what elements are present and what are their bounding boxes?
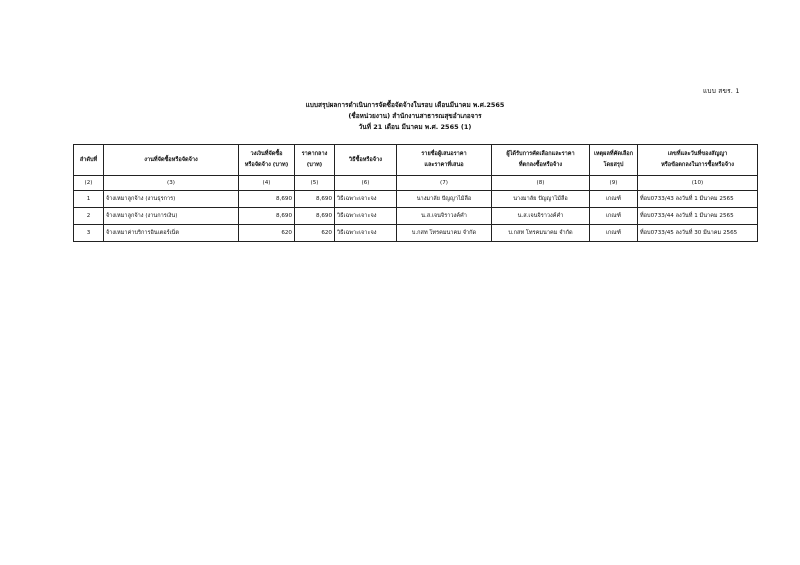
cell-reason: เกณฑ์ [590, 191, 638, 208]
index-cell: (7) [397, 176, 492, 191]
table-row [74, 191, 758, 208]
header-seq-line1: ลำดับที่ [79, 156, 98, 163]
cell-work: จ้างเหมาลูกจ้าง (งานธุรการ) [104, 191, 239, 208]
cell-median-price: 620 [295, 225, 335, 242]
header-contract-line1: เลขที่และวันที่ของสัญญา [667, 151, 728, 157]
index-cell: (2) [74, 176, 104, 191]
header-reason [590, 145, 638, 176]
cell-selected: บ.กสท โทรคมนาคม จำกัด [492, 225, 590, 242]
cell-seq: 2 [74, 208, 104, 225]
cell-method: วิธีเฉพาะเจาะจง [335, 208, 397, 225]
header-selected [492, 145, 590, 176]
cell-contract: ที่อบ0733/43 ลงวันที่ 1 มีนาคม 2565 [638, 191, 758, 208]
index-cell: (6) [335, 176, 397, 191]
header-contract [638, 145, 758, 176]
cell-work: จ้างเหมาลูกจ้าง (งานการเงิน) [104, 208, 239, 225]
header-method-line1: วิธีซื้อหรือจ้าง [349, 156, 382, 163]
table-row [74, 225, 758, 242]
table-header-row [74, 145, 758, 176]
cell-method: วิธีเฉพาะเจาะจง [335, 191, 397, 208]
title-line-2: (ชื่อหน่วยงาน) สำนักงานสาธารณสุขอำเภอจาร [348, 112, 482, 120]
cell-seq: 3 [74, 225, 104, 242]
title-line-1: แบบสรุปผลการดำเนินการจัดซื้อจัดจ้างในรอบ เดือนมีนาคม พ.ศ.2565 [305, 101, 505, 109]
header-seq [74, 145, 104, 176]
table-row [74, 208, 758, 225]
cell-method: วิธีเฉพาะเจาะจง [335, 225, 397, 242]
title-line-3: วันที่ 21 เดือน มีนาคม พ.ศ. 2565 (1) [358, 123, 472, 131]
header-work [104, 145, 239, 176]
header-budget-line1: วงเงินที่จัดซื้อ [250, 151, 283, 157]
header-bidders [397, 145, 492, 176]
cell-budget: 8,690 [239, 191, 295, 208]
column-index-row [74, 176, 758, 191]
cell-contract: ที่อบ0733/44 ลงวันที่ 1 มีนาคม 2565 [638, 208, 758, 225]
procurement-table [73, 144, 758, 242]
header-median-price [295, 145, 335, 176]
cell-work: จ้างเหมาค่าบริการอินเตอร์เน็ต [104, 225, 239, 242]
index-cell: (9) [590, 176, 638, 191]
cell-budget: 620 [239, 225, 295, 242]
header-contract-line2: หรือข้อตกลงในการซื้อหรือจ้าง [661, 162, 734, 168]
cell-median-price: 8,690 [295, 191, 335, 208]
cell-reason: เกณฑ์ [590, 225, 638, 242]
cell-bidders: น.ส.เจนจิราวงค์คำ [397, 208, 492, 225]
cell-bidders: นางมาลัย ปัญญาไม้ลือ [397, 191, 492, 208]
header-budget-line2: หรือจัดจ้าง (บาท) [244, 162, 289, 168]
header-median-line2: (บาท) [306, 162, 323, 168]
header-reason-line2: โดยสรุป [603, 162, 624, 168]
index-cell: (5) [295, 176, 335, 191]
header-bidders-line1: รายชื่อผู้เสนอราคา [421, 151, 467, 157]
index-cell: (4) [239, 176, 295, 191]
header-work-line1: งานที่จัดซื้อหรือจัดจ้าง [144, 156, 198, 163]
header-method [335, 145, 397, 176]
form-code: แบบ สขร. 1 [703, 87, 740, 95]
cell-reason: เกณฑ์ [590, 208, 638, 225]
cell-contract: ที่อบ0733/45 ลงวันที่ 30 มีนาคม 2565 [638, 225, 758, 242]
document-titles [0, 100, 800, 133]
index-cell: (10) [638, 176, 758, 191]
index-cell: (8) [492, 176, 590, 191]
header-selected-line1: ผู้ได้รับการคัดเลือกและราคา [506, 151, 575, 157]
cell-bidders: บ.กสท โทรคมนาคม จำกัด [397, 225, 492, 242]
header-median-line1: ราคากลาง [301, 151, 328, 157]
cell-selected: น.ส.เจนจิราวงค์คำ [492, 208, 590, 225]
index-cell: (3) [104, 176, 239, 191]
cell-median-price: 8,690 [295, 208, 335, 225]
header-reason-line1: เหตุผลที่คัดเลือก [593, 151, 634, 157]
header-bidders-line2: และราคาที่เสนอ [424, 162, 464, 168]
cell-budget: 8,690 [239, 208, 295, 225]
cell-seq: 1 [74, 191, 104, 208]
header-selected-line2: ที่ตกลงซื้อหรือจ้าง [518, 162, 563, 168]
cell-selected: นางมาลัย ปัญญาไม้ลือ [492, 191, 590, 208]
header-budget [239, 145, 295, 176]
